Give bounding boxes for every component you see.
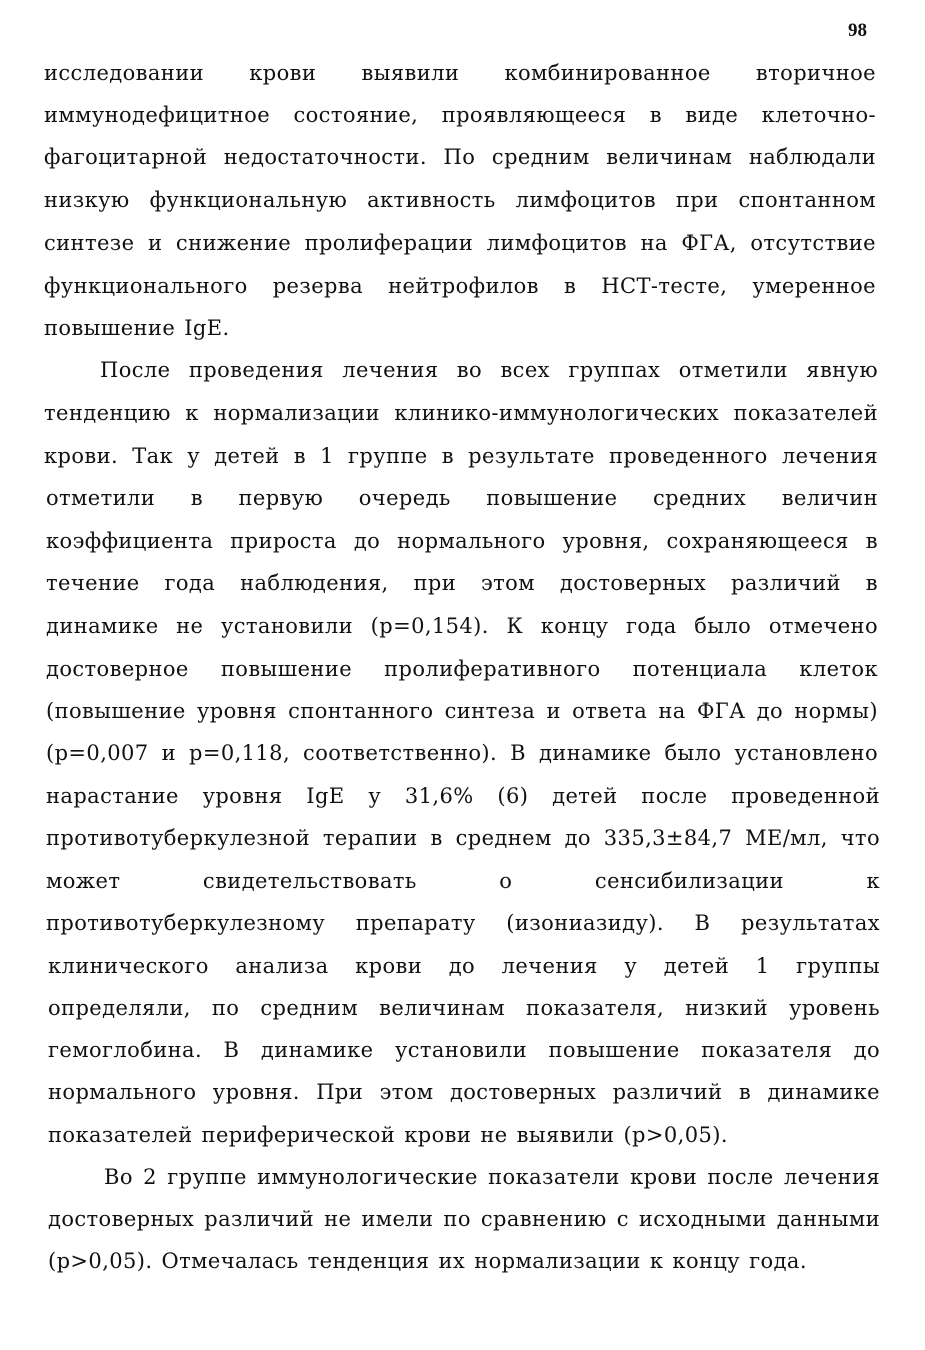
- text-line: отметили в первую очередь повышение средних величин: [46, 486, 878, 510]
- text-line: (р>0,05). Отмечалась тенденция их нормализации к концу года.: [48, 1249, 807, 1273]
- text-line: показателей периферической крови не выявили (р>0,05).: [48, 1123, 728, 1147]
- text-line: противотуберкулезному препарату (изониазиду). В результатах: [46, 911, 880, 935]
- text-line: достоверное повышение пролиферативного потенциала клеток: [46, 657, 878, 681]
- text-line: течение года наблюдения, при этом достоверных различий в: [46, 571, 878, 595]
- text-line: противотуберкулезной терапии в среднем до 335,3±84,7 МЕ/мл, что: [46, 826, 880, 850]
- text-line: Во 2 группе иммунологические показатели крови после лечения: [104, 1165, 880, 1189]
- text-line: тенденцию к нормализации клинико-иммунологических показателей: [44, 401, 878, 425]
- text-line: функционального резерва нейтрофилов в НСТ-тесте, умеренное: [44, 274, 876, 298]
- text-line: (р=0,007 и р=0,118, соответственно). В динамике было установлено: [46, 741, 878, 765]
- text-line: нормального уровня. При этом достоверных различий в динамике: [48, 1080, 880, 1104]
- text-line: (повышение уровня спонтанного синтеза и ответа на ФГА до нормы): [46, 699, 878, 723]
- text-line: повышение IgE.: [44, 316, 230, 340]
- text-line: достоверных различий не имели по сравнению с исходными данными: [48, 1207, 880, 1231]
- text-line: После проведения лечения во всех группах отметили явную: [100, 358, 878, 382]
- text-line: гемоглобина. В динамике установили повышение показателя до: [48, 1038, 880, 1062]
- text-line: синтезе и снижение пролиферации лимфоцитов на ФГА, отсутствие: [44, 231, 876, 255]
- page-number: 98: [848, 20, 867, 41]
- text-line: фагоцитарной недостаточности. По средним величинам наблюдали: [44, 145, 876, 169]
- text-line: коэффициента прироста до нормального уровня, сохраняющееся в: [46, 529, 878, 553]
- text-line: клинического анализа крови до лечения у детей 1 группы: [48, 954, 880, 978]
- text-line: нарастание уровня IgE у 31,6% (6) детей после проведенной: [46, 784, 880, 808]
- text-line: определяли, по средним величинам показателя, низкий уровень: [48, 996, 880, 1020]
- text-line: крови. Так у детей в 1 группе в результате проведенного лечения: [44, 444, 878, 468]
- text-line: динамике не установили (р=0,154). К концу года было отмечено: [46, 614, 878, 638]
- text-line: исследовании крови выявили комбинированное вторичное: [44, 61, 876, 85]
- text-line: иммунодефицитное состояние, проявляющееся в виде клеточно-: [44, 103, 876, 127]
- text-line: может свидетельствовать о сенсибилизации к: [46, 869, 880, 893]
- text-line: низкую функциональную активность лимфоцитов при спонтанном: [44, 188, 876, 212]
